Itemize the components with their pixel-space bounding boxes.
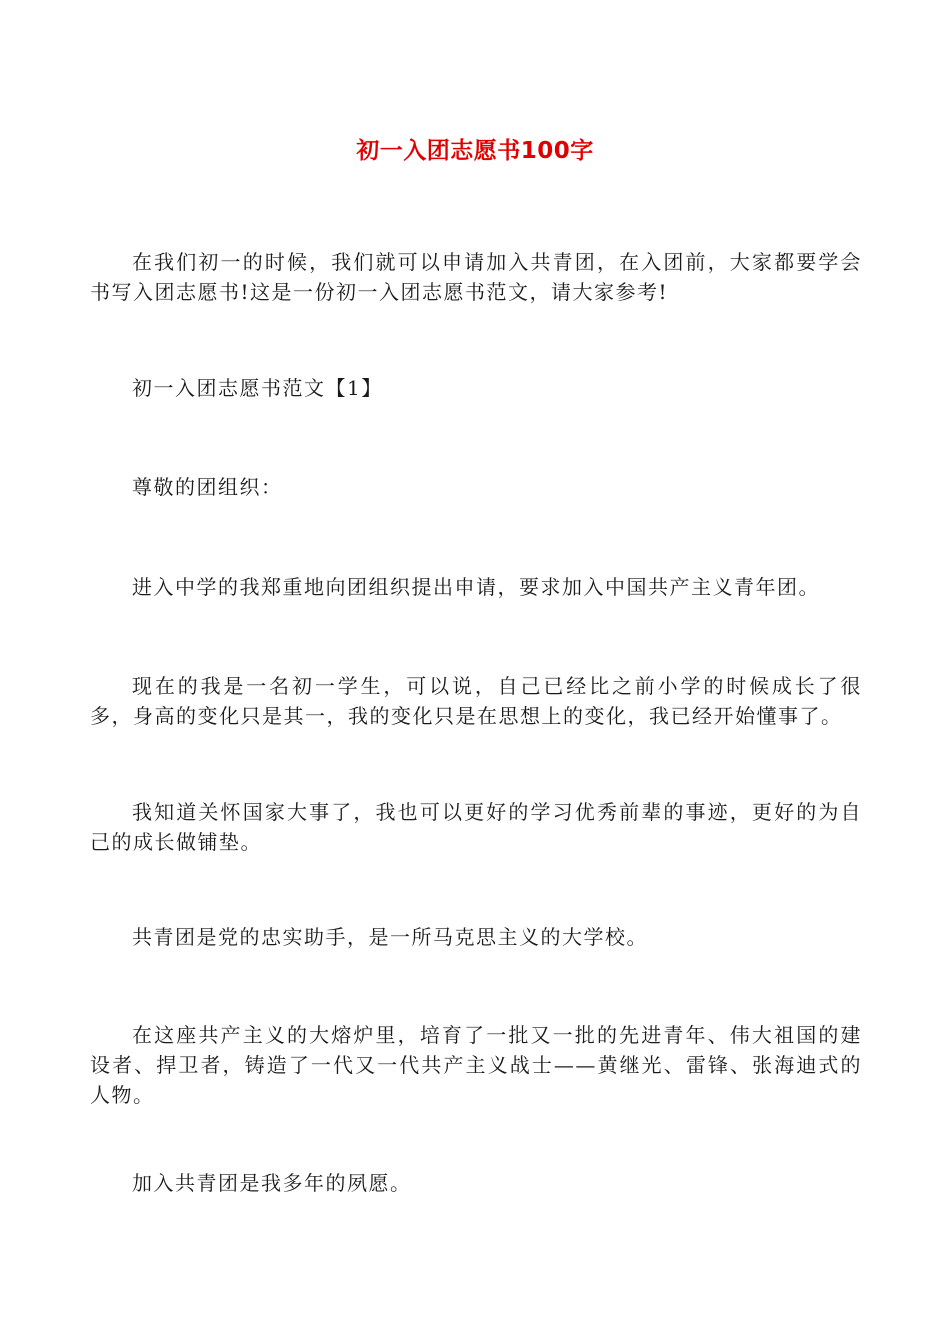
paragraph-wish: 加入共青团是我多年的夙愿。 — [132, 1171, 412, 1195]
paragraph-growth: 现在的我是一名初一学生，可以说，自己已经比之前小学的时候成长了很多，身高的变化只是其一，我的变化只是在思想上的变化，我已经开始懂事了。 — [90, 674, 862, 728]
paragraph-application: 进入中学的我郑重地向团组织提出申请，要求加入中国共产主义青年团。 — [132, 575, 820, 599]
paragraph-league-role: 共青团是党的忠实助手，是一所马克思主义的大学校。 — [132, 925, 648, 949]
paragraph-intro: 在我们初一的时候，我们就可以申请加入共青团，在入团前，大家都要学会书写入团志愿书!这是一份初一入团志愿书范文，请大家参考! — [90, 250, 862, 304]
paragraph-salutation: 尊敬的团组织： — [132, 475, 283, 499]
paragraph-furnace: 在这座共产主义的大熔炉里，培育了一批又一批的先进青年、伟大祖国的建设者、捍卫者，铸造了一代又一代共产主义战士——黄继光、雷锋、张海迪式的人物。 — [90, 1023, 862, 1107]
document-title: 初一入团志愿书100字 — [356, 138, 594, 164]
paragraph-national-affairs: 我知道关怀国家大事了，我也可以更好的学习优秀前辈的事迹，更好的为自己的成长做铺垫。 — [90, 800, 862, 854]
paragraph-sample-heading: 初一入团志愿书范文【1】 — [132, 376, 383, 400]
